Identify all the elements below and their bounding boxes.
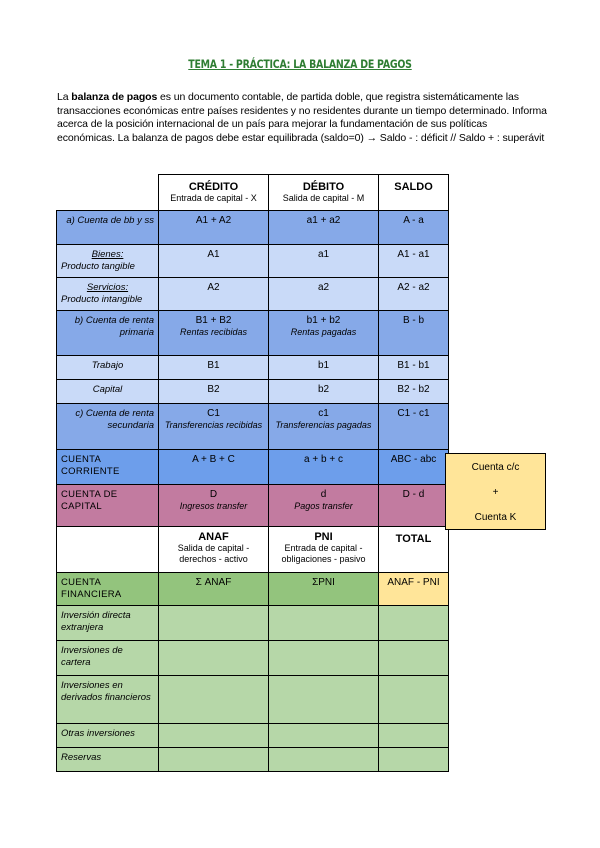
header-row [57, 175, 450, 211]
row-servicios: Servicios: Producto intangible A2 a2 A2 - a2 [57, 278, 450, 311]
row-cuenta-capital: CUENTA DE CAPITAL D Ingresos transfer d Pagos transfer D - d [57, 485, 450, 527]
header-saldo: SALDO [379, 175, 449, 211]
row-capital: Capital B2 b2 B2 - b2 [57, 380, 450, 404]
row-reservas: Reservas [57, 748, 450, 772]
intro-bold-term: balanza de pagos [71, 91, 158, 103]
row-bienes: Bienes: Producto tangible A1 a1 A1 - a1 [57, 245, 450, 278]
header-credito: CRÉDITO Entrada de capital - X [159, 175, 269, 211]
row-bbss: a) Cuenta de bb y ss A1 + A2 a1 + a2 A - a [57, 211, 450, 245]
header-anaf: ANAF Salida de capital - derechos - activo [159, 527, 269, 573]
row-inversion-directa: Inversión directa extranjera [57, 606, 450, 641]
header-pni: PNI Entrada de capital - obligaciones - pasivo [269, 527, 379, 573]
row-inversiones-derivados: Inversiones en derivados financieros [57, 676, 450, 724]
row-otras-inversiones: Otras inversiones [57, 724, 450, 748]
page-title: TEMA 1 - PRÁCTICA: LA BALANZA DE PAGOS [188, 57, 412, 71]
row-cuenta-corriente: CUENTA CORRIENTE A + B + C a + b + c ABC - abc [57, 450, 450, 485]
header2-row [57, 527, 450, 573]
side-note-cuenta-cc-k: Cuenta c/c + Cuenta K [445, 453, 546, 530]
row-inversiones-cartera: Inversiones de cartera [57, 641, 450, 676]
row-renta-primaria: b) Cuenta de renta primaria B1 + B2 Rentas recibidas b1 + b2 Rentas pagadas B - b [57, 311, 450, 356]
row-trabajo: Trabajo B1 b1 B1 - b1 [57, 356, 450, 380]
intro-paragraph: La balanza de pagos es un documento contable, de partida doble, que registra sistemáticamente las transacciones económicas entre países residentes y no residentes durante un tiempo determinado. Informa acerca de la posición internacional de un país para mejorar la fundamentación de sus políticas económicas. La balanza de pagos debe estar equilibrada (saldo=0) → Saldo - : déficit // Saldo + : superávit [57, 91, 547, 144]
header-total: TOTAL [379, 527, 449, 573]
row-cuenta-financiera: CUENTA FINANCIERA Σ ANAF ΣPNI ANAF - PNI [57, 573, 450, 606]
row-renta-secundaria: c) Cuenta de renta secundaria C1 Transferencias recibidas c1 Transferencias pagadas C1 - c1 [57, 404, 450, 450]
balanza-table [56, 174, 450, 772]
header-debito: DÉBITO Salida de capital - M [269, 175, 379, 211]
